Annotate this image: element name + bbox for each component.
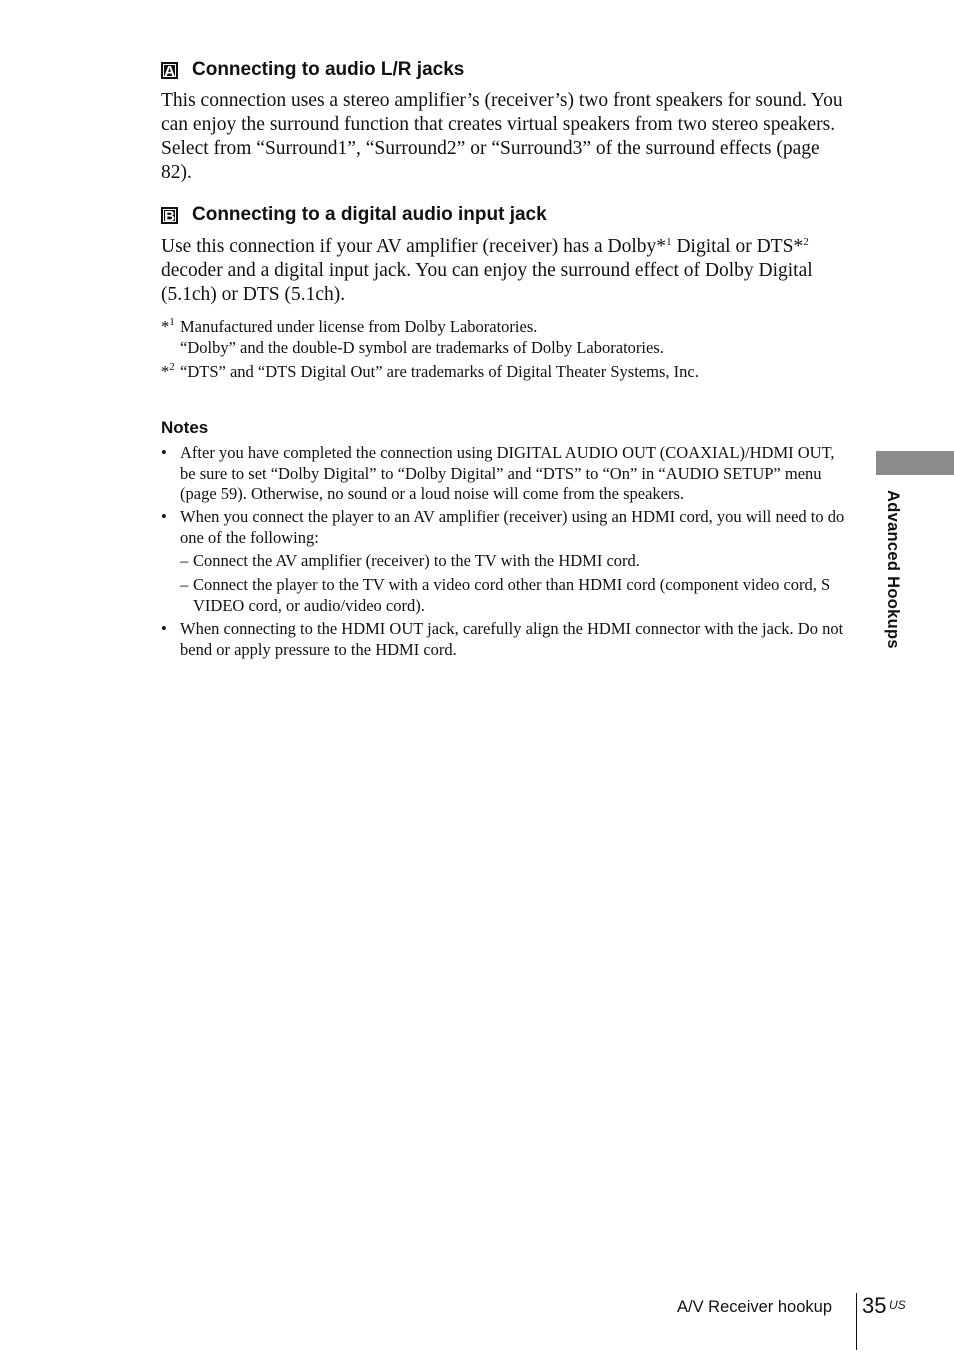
- footnote-1: [161, 316, 841, 358]
- footnote-2: [161, 361, 841, 382]
- note-subitem-1: [180, 551, 852, 572]
- footnote-ref-1: 1: [666, 236, 672, 248]
- page-number-suffix: US: [889, 1298, 906, 1312]
- section-a-title: Connecting to audio L/R jacks: [192, 59, 465, 80]
- section-b-body: [161, 235, 851, 307]
- note-item-2: [161, 507, 854, 548]
- note-item-3-text: When connecting to the HDMI OUT jack, carefully align the HDMI connector with the jack. Do not bend or apply pressure to the HDMI cord.: [180, 619, 844, 659]
- bullet-icon: •: [161, 507, 167, 526]
- section-b-letter-box: B: [161, 207, 178, 224]
- section-b-title: Connecting to a digital audio input jack: [192, 204, 547, 225]
- footer-section-label: A/V Receiver hookup: [677, 1298, 833, 1316]
- side-tab-label: Advanced Hookups: [884, 490, 902, 649]
- footer-divider: [856, 1293, 857, 1350]
- footnote-2-mark: *$^2$: [161, 361, 175, 381]
- notes-title: Notes: [161, 418, 209, 437]
- section-a-letter-box: A: [161, 62, 178, 79]
- section-b-body-part2: Digital or DTS*: [671, 236, 804, 257]
- section-a-heading: [161, 59, 464, 81]
- note-subitem-2: [180, 575, 852, 616]
- note-item-1-text: After you have completed the connection using DIGITAL AUDIO OUT (COAXIAL)/HDMI OUT, be sure to set “Dolby Digital” to “Dolby Digital” and “DTS” to “On” in “AUDIO SETUP” menu (page 59). Otherwise, no sound or a loud noise will come from the speakers.: [180, 443, 835, 503]
- note-subitem-1-text: Connect the AV amplifier (receiver) to the TV with the HDMI cord.: [193, 551, 640, 570]
- footnote-ref-2: 2: [803, 236, 809, 248]
- dash-icon: –: [180, 551, 189, 570]
- dash-icon: –: [180, 575, 189, 594]
- footnote-1-line1: Manufactured under license from Dolby Laboratories.: [180, 317, 538, 336]
- note-item-3: [161, 619, 854, 660]
- section-b-body-part1: Use this connection if your AV amplifier (receiver) has a Dolby*: [161, 236, 667, 257]
- section-b-heading: [161, 204, 547, 226]
- section-a-body: This connection uses a stereo amplifier’s (receiver’s) two front speakers for sound. You can enjoy the surround function that creates virtual speakers from two stereo speakers. Select from “Surround1”, “Surround2” or “Surround3” of the surround effects (page 82).: [161, 90, 843, 183]
- footnote-1-mark: *$^1$: [161, 316, 175, 336]
- note-subitem-2-text: Connect the player to the TV with a video cord other than HDMI cord (component video cord, S VIDEO cord, or audio/video cord).: [193, 575, 831, 615]
- note-item-1: [161, 443, 854, 505]
- section-b-body-part3: decoder and a digital input jack. You can enjoy the surround effect of Dolby Digital (5.1ch) or DTS (5.1ch).: [161, 260, 813, 305]
- bullet-icon: •: [161, 619, 167, 638]
- side-tab-marker: [876, 451, 954, 475]
- note-item-2-text: When you connect the player to an AV amplifier (receiver) using an HDMI cord, you will need to do one of the following:: [180, 507, 845, 547]
- footnote-1-line2: “Dolby” and the double-D symbol are trademarks of Dolby Laboratories.: [180, 338, 664, 357]
- page-number: 35: [862, 1293, 887, 1318]
- bullet-icon: •: [161, 443, 167, 462]
- footnote-2-line1: “DTS” and “DTS Digital Out” are trademarks of Digital Theater Systems, Inc.: [180, 362, 699, 381]
